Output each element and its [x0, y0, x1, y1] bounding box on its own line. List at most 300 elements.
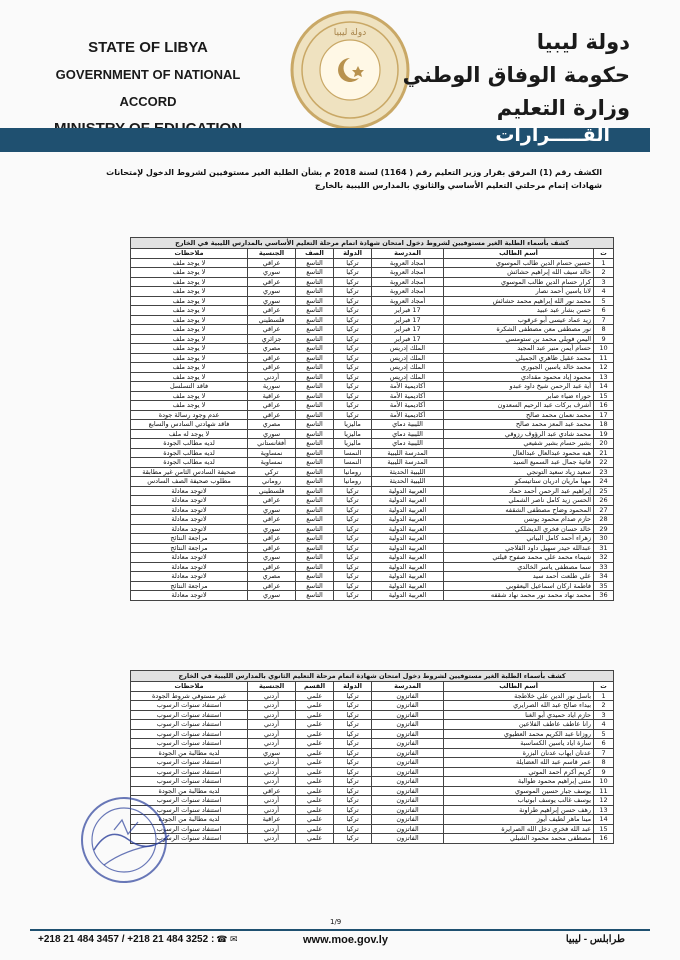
- table-cell: سما مصطفى ياسر الخالدي: [444, 562, 594, 572]
- table-cell: 7: [594, 315, 614, 325]
- table-cell: مصري: [248, 572, 296, 582]
- table-cell: علمي: [296, 701, 334, 711]
- table-cell: عمر قاسم عبد الله العضايلة: [444, 758, 594, 768]
- table-cell: 36: [594, 591, 614, 601]
- table-cell: علمي: [296, 758, 334, 768]
- table-cell: التاسع: [296, 391, 334, 401]
- table-cell: أردني: [248, 720, 296, 730]
- table-cell: أمجاد العروبة: [372, 296, 444, 306]
- table-cell: التاسع: [296, 553, 334, 563]
- table-cell: التاسع: [296, 306, 334, 316]
- table-cell: محمد نعمان محمد صالح: [444, 410, 594, 420]
- table-cell: الفاتزون: [372, 805, 444, 815]
- table-cell: لديه مطالبة من الجودة: [131, 815, 248, 825]
- table-row: [131, 448, 614, 458]
- table-cell: علي طلعت أحمد سيد: [444, 572, 594, 582]
- table-cell: الفاتزون: [372, 796, 444, 806]
- table-cell: علمي: [296, 786, 334, 796]
- table-cell: 2: [594, 268, 614, 278]
- table-cell: أفغانستاني: [248, 439, 296, 449]
- table-cell: باسل نور الدين علي خلاطجة: [444, 691, 594, 701]
- table-cell: استنفاد سنوات الرسوب: [131, 710, 248, 720]
- table-cell: لا يوجد ملف: [131, 391, 248, 401]
- table-cell: التاسع: [296, 439, 334, 449]
- table-cell: تركيا: [334, 524, 372, 534]
- table-row: [131, 477, 614, 487]
- table-row: [131, 515, 614, 525]
- table-cell: أردني: [248, 691, 296, 701]
- table-cell: لاتوجد معادلة: [131, 562, 248, 572]
- table-cell: سوري: [248, 268, 296, 278]
- table-row: [131, 591, 614, 601]
- table-cell: عبدالله حيدر سهيل داود القلاجي: [444, 543, 594, 553]
- table-cell: اليمن فويلي محمد بن ستومسي: [444, 334, 594, 344]
- table-cell: تركيا: [334, 391, 372, 401]
- table-cell: 8: [594, 758, 614, 768]
- table-cell: حازم صدام محمود يونس: [444, 515, 594, 525]
- table-cell: أمجاد العروبة: [372, 277, 444, 287]
- table-cell: الفاتزون: [372, 786, 444, 796]
- table-cell: العربية الدولية: [372, 543, 444, 553]
- table-cell: 30: [594, 534, 614, 544]
- table-cell: لا يوجد ملف: [131, 372, 248, 382]
- table-cell: الفاتزون: [372, 824, 444, 834]
- table-cell: سوري: [248, 287, 296, 297]
- table-cell: المدرسة الليبية: [372, 458, 444, 468]
- table-cell: استنفاد سنوات الرسوب: [131, 805, 248, 815]
- table-row: [131, 786, 614, 796]
- table-cell: رومانيا: [334, 467, 372, 477]
- table-cell: تركيا: [334, 824, 372, 834]
- table-cell: التاسع: [296, 486, 334, 496]
- table-cell: 10: [594, 344, 614, 354]
- table-cell: 1: [594, 258, 614, 268]
- table-row: [131, 315, 614, 325]
- header-en-line-1: STATE OF LIBYA: [88, 39, 208, 56]
- table-cell: استنفاد سنوات الرسوب: [131, 824, 248, 834]
- table-cell: لاتوجد معادلة: [131, 496, 248, 506]
- table-cell: التاسع: [296, 543, 334, 553]
- table-row: [131, 534, 614, 544]
- table-cell: لاتوجد معادلة: [131, 515, 248, 525]
- table-cell: التاسع: [296, 410, 334, 420]
- table-cell: 1: [594, 691, 614, 701]
- table-cell: أردني: [248, 372, 296, 382]
- table-row: [131, 363, 614, 373]
- table-cell: لا يوجد ملف: [131, 296, 248, 306]
- table-cell: المدرسة الليبية: [372, 448, 444, 458]
- table-row: [131, 815, 614, 825]
- table-cell: عراقية: [248, 391, 296, 401]
- table-cell: تركيا: [334, 786, 372, 796]
- table-cell: 31: [594, 543, 614, 553]
- table-cell: لاتوجد معادلة: [131, 524, 248, 534]
- table-cell: 2: [594, 701, 614, 711]
- table-cell: تركيا: [334, 315, 372, 325]
- table-caption-row: [131, 671, 614, 682]
- table-cell: 26: [594, 496, 614, 506]
- table-cell: تركيا: [334, 372, 372, 382]
- table-cell: أية عبد الرحمن شيخ داود عبدو: [444, 382, 594, 392]
- table-cell: غير مستوفي شروط الجودة: [131, 691, 248, 701]
- table-cell: أمجاد العروبة: [372, 287, 444, 297]
- table-cell: أردني: [248, 824, 296, 834]
- table-cell: صحيفة السادس الثامن غير مطابقة: [131, 467, 248, 477]
- table-row: [131, 391, 614, 401]
- table-cell: الملك إدريس: [372, 363, 444, 373]
- column-header: ت: [594, 682, 614, 692]
- table-row: [131, 834, 614, 844]
- table-cell: تركيا: [334, 767, 372, 777]
- table-cell: تركيا: [334, 729, 372, 739]
- official-stamp: [74, 790, 184, 890]
- table-cell: تركيا: [334, 581, 372, 591]
- table-cell: لا يوجد ملف: [131, 315, 248, 325]
- table-cell: تركيا: [334, 268, 372, 278]
- table-cell: تركيا: [334, 701, 372, 711]
- table-cell: 3: [594, 277, 614, 287]
- table-cell: فلسطيني: [248, 315, 296, 325]
- table-cell: لا يوجد ملف: [131, 353, 248, 363]
- table-cell: 23: [594, 467, 614, 477]
- table-cell: الفاتزون: [372, 691, 444, 701]
- table-cell: استنفاد سنوات الرسوب: [131, 701, 248, 711]
- table-cell: 9: [594, 334, 614, 344]
- table-cell: شيماء محمد علي محمد صفوح قيلتي: [444, 553, 594, 563]
- table-cell: 6: [594, 739, 614, 749]
- table-cell: أكاديمية الأمة: [372, 401, 444, 411]
- table-cell: تركيا: [334, 287, 372, 297]
- table-cell: الملك إدريس: [372, 372, 444, 382]
- table-cell: أردني: [248, 834, 296, 844]
- table-cell: 22: [594, 458, 614, 468]
- table-row: [131, 720, 614, 730]
- table-cell: عراقي: [248, 496, 296, 506]
- table-cell: التاسع: [296, 334, 334, 344]
- table-cell: علمي: [296, 824, 334, 834]
- table-cell: أردني: [248, 701, 296, 711]
- table-cell: فاقد شهادتي السادس والسابع: [131, 420, 248, 430]
- header-ar-line-3: وزارة التعليم: [496, 96, 630, 120]
- table-row: [131, 420, 614, 430]
- table-cell: التاسع: [296, 429, 334, 439]
- table-cell: فلسطيني: [248, 486, 296, 496]
- table-cell: مراجعة النتائج: [131, 581, 248, 591]
- table-cell: العربية الدولية: [372, 581, 444, 591]
- table-cell: 32: [594, 553, 614, 563]
- column-header: ت: [594, 249, 614, 259]
- table-cell: تركيا: [334, 258, 372, 268]
- secondary-education-table: [130, 670, 614, 844]
- table-row: [131, 729, 614, 739]
- footer-website[interactable]: www.moe.gov.ly: [303, 934, 388, 946]
- table-row: [131, 439, 614, 449]
- table-cell: مراجعة النتائج: [131, 534, 248, 544]
- table-row: [131, 410, 614, 420]
- table-cell: رومانيا: [334, 477, 372, 487]
- table-cell: أردني: [248, 796, 296, 806]
- table-cell: علمي: [296, 796, 334, 806]
- table-cell: الفاتزون: [372, 701, 444, 711]
- intro-paragraph: الكشف رقم (1) المرفق بقرار وزير التعليم رقم ( 1164) لسنة 2018 م بشأن الطلبة الغير مستوفيين لشروط الدخول لإمتحانات شهادات إتمام مرحلتي التعليم الأساسي والثانوي بالمدارس الليبية بالخارج: [106, 168, 602, 190]
- table-cell: 21: [594, 448, 614, 458]
- table-cell: 18: [594, 420, 614, 430]
- table-cell: فاقد التسلسل: [131, 382, 248, 392]
- table-cell: عراقي: [248, 786, 296, 796]
- table-cell: زهراء أحمد كامل البياتي: [444, 534, 594, 544]
- table-cell: لاتوجد معادلة: [131, 505, 248, 515]
- table-row: [131, 268, 614, 278]
- table-cell: مصطفى محمد محمود الشيلي: [444, 834, 594, 844]
- table-cell: تركيا: [334, 534, 372, 544]
- table-cell: تركيا: [334, 401, 372, 411]
- table-row: [131, 710, 614, 720]
- table-cell: لا يوجد ملف: [131, 268, 248, 278]
- table-cell: التاسع: [296, 515, 334, 525]
- table-cell: أردني: [248, 710, 296, 720]
- table-cell: 19: [594, 429, 614, 439]
- table-row: [131, 805, 614, 815]
- table-cell: الفاتزون: [372, 834, 444, 844]
- table-cell: التاسع: [296, 505, 334, 515]
- table-cell: سوري: [248, 505, 296, 515]
- table-row: [131, 748, 614, 758]
- table-cell: استنفاد سنوات الرسوب: [131, 758, 248, 768]
- column-header: أسم الطالب: [444, 249, 594, 259]
- table-cell: عراقية: [248, 815, 296, 825]
- column-header: القسم: [296, 682, 334, 692]
- table-cell: 12: [594, 363, 614, 373]
- table-row: [131, 796, 614, 806]
- table-cell: 6: [594, 306, 614, 316]
- table-cell: أمجاد العروبة: [372, 258, 444, 268]
- footer-divider: [30, 929, 650, 931]
- table-row: [131, 486, 614, 496]
- table-row: [131, 382, 614, 392]
- table-cell: عراقي: [248, 534, 296, 544]
- column-header: الدولة: [334, 682, 372, 692]
- table-cell: محمد خالد ياسين الجبوري: [444, 363, 594, 373]
- column-header: ملاحظات: [131, 249, 248, 259]
- table-cell: 8: [594, 325, 614, 335]
- table-cell: لا يوجد ملف: [131, 363, 248, 373]
- table-cell: سوري: [248, 429, 296, 439]
- table-cell: 11: [594, 353, 614, 363]
- table-cell: لاتوجد معادلة: [131, 572, 248, 582]
- table-cell: 5: [594, 296, 614, 306]
- table-cell: 24: [594, 477, 614, 487]
- table-cell: 17 فبراير: [372, 306, 444, 316]
- table-row: [131, 824, 614, 834]
- table-cell: العربية الدولية: [372, 553, 444, 563]
- table-cell: العربية الدولية: [372, 515, 444, 525]
- table-cell: 15: [594, 824, 614, 834]
- table-caption: كشف بأسماء الطلبة الغير مستوفيين لشروط دخول امتحان شهادة اتمام مرحلة التعليم الأساسي بالمدارس الليبية في الخارج: [131, 238, 614, 249]
- table-cell: فاتية جمال عبد السميع السيد: [444, 458, 594, 468]
- table-cell: مطلوب صحيفة الصف السادس: [131, 477, 248, 487]
- table-caption-row: [131, 238, 614, 249]
- table-cell: 10: [594, 777, 614, 787]
- table-cell: لاتوجد معادلة: [131, 553, 248, 563]
- table-cell: 17 فبراير: [372, 315, 444, 325]
- table-cell: التاسع: [296, 534, 334, 544]
- table-cell: فاطمة اركان اسماعيل اليعقوبي: [444, 581, 594, 591]
- table-cell: 20: [594, 439, 614, 449]
- table-cell: تركيا: [334, 758, 372, 768]
- table-row: [131, 467, 614, 477]
- table-cell: تركيا: [334, 353, 372, 363]
- table-cell: 28: [594, 515, 614, 525]
- table-cell: عراقي: [248, 562, 296, 572]
- table-cell: التاسع: [296, 458, 334, 468]
- table-row: [131, 691, 614, 701]
- table-cell: محمد نور الله إبراهيم محمد حشائش: [444, 296, 594, 306]
- table-cell: التاسع: [296, 363, 334, 373]
- table-cell: التاسع: [296, 496, 334, 506]
- table-cell: لا يوجد ملف: [131, 258, 248, 268]
- column-header: المدرسة: [372, 249, 444, 259]
- table-cell: 5: [594, 729, 614, 739]
- table-cell: الملك إدريس: [372, 353, 444, 363]
- table-cell: محمد عبد المعز محمد صالح: [444, 420, 594, 430]
- table-cell: تركيا: [334, 720, 372, 730]
- table-row: [131, 572, 614, 582]
- table-cell: التاسع: [296, 401, 334, 411]
- table-cell: تركيا: [334, 325, 372, 335]
- table-cell: استنفاد سنوات الرسوب: [131, 777, 248, 787]
- basic-education-table: [130, 237, 614, 601]
- table-cell: تركيا: [334, 277, 372, 287]
- table-cell: تركيا: [334, 515, 372, 525]
- table-cell: لا يوجد ملف: [131, 401, 248, 411]
- table-cell: أكاديمية الأمة: [372, 382, 444, 392]
- table-cell: تركيا: [334, 834, 372, 844]
- table-cell: التاسع: [296, 562, 334, 572]
- table-cell: ماليزيا: [334, 429, 372, 439]
- column-header: المدرسة: [372, 682, 444, 692]
- table-cell: تركيا: [334, 344, 372, 354]
- table-cell: 27: [594, 505, 614, 515]
- table-cell: يوسف غالب يوسف ابوتياب: [444, 796, 594, 806]
- table-cell: لانا ياسين أحمد نصار: [444, 287, 594, 297]
- table-row: [131, 334, 614, 344]
- table-cell: عراقي: [248, 410, 296, 420]
- table-row: [131, 372, 614, 382]
- table-cell: الملك إدريس: [372, 344, 444, 354]
- table-cell: 35: [594, 581, 614, 591]
- table-cell: علمي: [296, 748, 334, 758]
- table-cell: علمي: [296, 739, 334, 749]
- table-cell: التاسع: [296, 353, 334, 363]
- table-cell: مراجعة النتائج: [131, 543, 248, 553]
- table-cell: عراقي: [248, 306, 296, 316]
- table-cell: الليبية الحديثة: [372, 467, 444, 477]
- table-row: [131, 581, 614, 591]
- table-cell: لا يوجد ملف: [131, 287, 248, 297]
- table-cell: تركيا: [334, 805, 372, 815]
- table-cell: متنى إبراهيم محمود طوالبة: [444, 777, 594, 787]
- footer: [0, 934, 680, 954]
- table-cell: يوسف جبار حسين الموسوي: [444, 786, 594, 796]
- table-cell: مصري: [248, 344, 296, 354]
- table-cell: الفاتزون: [372, 710, 444, 720]
- table-cell: علمي: [296, 710, 334, 720]
- table-cell: بشير حسام بشير شفيعي: [444, 439, 594, 449]
- table-row: [131, 296, 614, 306]
- table-cell: لديه مطالبة من الجودة: [131, 786, 248, 796]
- table-cell: أكاديمية الأمة: [372, 410, 444, 420]
- table-cell: الليبية دماي: [372, 439, 444, 449]
- header-ar-line-1: دولة ليبيا: [536, 30, 630, 54]
- table-cell: تركيا: [334, 815, 372, 825]
- table-cell: علمي: [296, 805, 334, 815]
- table-cell: أمجاد العروبة: [372, 268, 444, 278]
- table-cell: تركيا: [334, 572, 372, 582]
- table-cell: حسن بشار عبد عبيد: [444, 306, 594, 316]
- table-cell: لديه مطالب الجودة: [131, 448, 248, 458]
- table-cell: أشرف بركات عبد الرحيم السعدون: [444, 401, 594, 411]
- column-header: الدولة: [334, 249, 372, 259]
- table-cell: سوري: [248, 296, 296, 306]
- table-cell: لا يوجد ملف: [131, 306, 248, 316]
- table-row: [131, 287, 614, 297]
- table-cell: سوري: [248, 553, 296, 563]
- table-cell: الفاتزون: [372, 720, 444, 730]
- table-cell: التاسع: [296, 382, 334, 392]
- table-cell: سوري: [248, 748, 296, 758]
- table-cell: لا يوجد ملف: [131, 325, 248, 335]
- table-cell: تركيا: [334, 382, 372, 392]
- table-row: [131, 458, 614, 468]
- table-cell: تركيا: [334, 591, 372, 601]
- table-cell: العربية الدولية: [372, 505, 444, 515]
- table-cell: هبه محمود عبدالعال عبدالعال: [444, 448, 594, 458]
- table-cell: تركيا: [334, 796, 372, 806]
- table-cell: التاسع: [296, 344, 334, 354]
- table-cell: روزانا عبد الكريم محمد العطيوي: [444, 729, 594, 739]
- table-cell: لا يوجد ملف: [131, 277, 248, 287]
- table-cell: خالد سيف الله إبراهيم حشائش: [444, 268, 594, 278]
- table-cell: التاسع: [296, 524, 334, 534]
- table-row: [131, 496, 614, 506]
- table-cell: مينا ماهر لطيف أيوز: [444, 815, 594, 825]
- table-row: [131, 524, 614, 534]
- table-cell: عراقي: [248, 277, 296, 287]
- table-cell: 34: [594, 572, 614, 582]
- table-cell: الفاتزون: [372, 758, 444, 768]
- table-cell: أردني: [248, 729, 296, 739]
- table-cell: الفاتزون: [372, 815, 444, 825]
- table-cell: الليبية الحديثة: [372, 477, 444, 487]
- header-english: [28, 34, 268, 142]
- table-cell: أردني: [248, 767, 296, 777]
- table-row: [131, 258, 614, 268]
- table-row: [131, 353, 614, 363]
- table-cell: نمساوية: [248, 458, 296, 468]
- table-cell: تركيا: [334, 748, 372, 758]
- table-cell: العربية الدولية: [372, 486, 444, 496]
- table-cell: ماليزيا: [334, 439, 372, 449]
- table-cell: التاسع: [296, 467, 334, 477]
- seal-text: دولة ليبيا: [333, 28, 367, 38]
- table-cell: تركيا: [334, 543, 372, 553]
- table-cell: استنفاد سنوات الرسوب: [131, 767, 248, 777]
- table-cell: عدنان ايهاب عدنان البزرة: [444, 748, 594, 758]
- table-row: [131, 701, 614, 711]
- table-cell: استنفاد سنوات الرسوب: [131, 834, 248, 844]
- table-cell: سعيد زياد سعيد التونجي: [444, 467, 594, 477]
- table-cell: التاسع: [296, 268, 334, 278]
